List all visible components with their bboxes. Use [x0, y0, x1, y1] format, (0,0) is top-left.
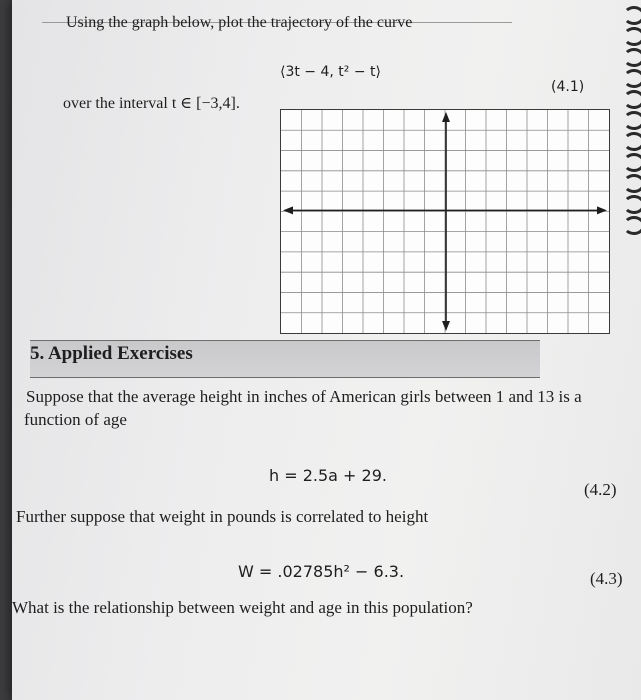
question-text: What is the relationship between weight and age in this population? — [12, 598, 473, 617]
equation-number-4-1: (4.1) — [551, 79, 585, 95]
intro-line-2: function of age — [24, 410, 127, 429]
y-axis-down-arrow-icon — [442, 321, 450, 331]
spiral-coil — [623, 48, 641, 67]
spiral-binding — [625, 0, 641, 240]
y-axis-up-arrow-icon — [442, 112, 450, 122]
coordinate-grid[interactable] — [280, 109, 610, 334]
grid-svg — [281, 110, 609, 333]
spiral-coil — [623, 90, 641, 109]
section-title: 5. Applied Exercises — [30, 343, 193, 364]
interval-text: over the interval t ∈ [−3,4]. — [63, 95, 240, 112]
intro-line-1: Suppose that the average height in inches of American girls between 1 and 13 is a — [26, 387, 582, 406]
problem-prompt: Using the graph below, plot the trajectory of the curve — [66, 14, 413, 31]
spiral-coil — [623, 69, 641, 88]
spiral-coil — [623, 174, 641, 193]
x-axis-left-arrow-icon — [283, 206, 293, 214]
further-text: Further suppose that weight in pounds is correlated to height — [16, 507, 429, 526]
spiral-coil — [623, 6, 641, 25]
equation-height: h = 2.5a + 29. — [269, 466, 387, 485]
spiral-coil — [623, 27, 641, 46]
equation-number-4-2: (4.2) — [584, 480, 617, 499]
curve-equation: ⟨3t − 4, t² − t⟩ — [280, 64, 381, 80]
x-axis-right-arrow-icon — [597, 206, 607, 214]
spiral-coil — [623, 216, 641, 235]
equation-weight: W = .02785h² − 6.3. — [238, 562, 405, 581]
spiral-coil — [623, 132, 641, 151]
spiral-coil — [623, 153, 641, 172]
spiral-coil — [623, 111, 641, 130]
spiral-coil — [623, 195, 641, 214]
equation-number-4-3: (4.3) — [590, 569, 623, 588]
worksheet-page — [12, 0, 641, 700]
